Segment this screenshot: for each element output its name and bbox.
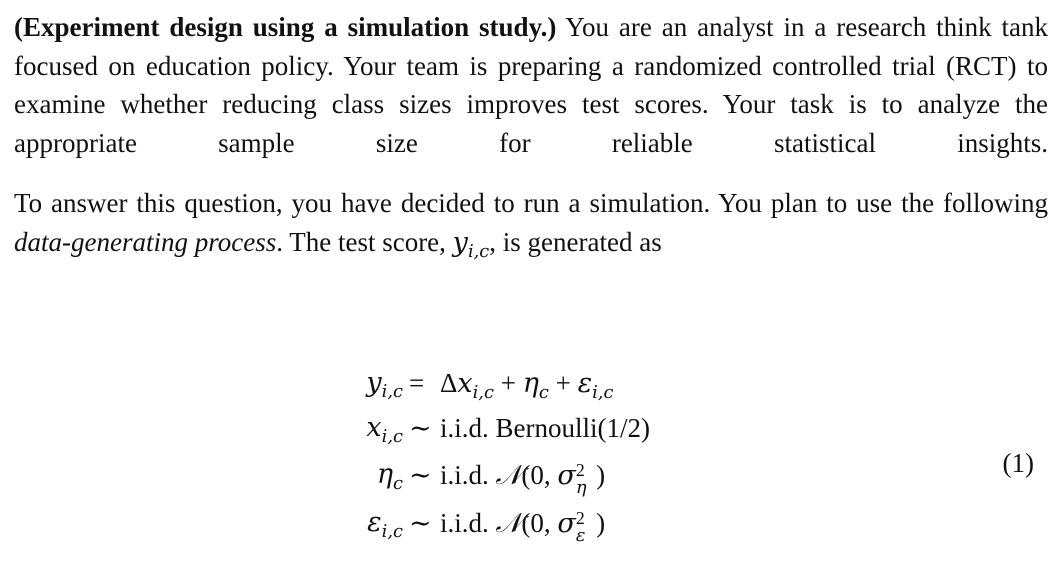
equation-relation-tilde: ∼ [409,508,432,538]
problem-statement-paragraph [14,8,1048,162]
simulation-text-c: , is generated as [489,226,662,257]
equation-number: (1) [1002,448,1034,478]
problem-heading: (Experiment design using a simulation study.) [14,12,557,42]
test-score-symbol: $y_{i,c}$ [452,226,490,262]
equation-lhs-epsilon: $\varepsilon_{i,c}$ [367,507,403,543]
equation-rhs-cluster-effect: i.i.d. 𝒩(0, σ 2 η ) [440,460,606,499]
equation-row-treatment [0,405,1034,451]
equation-relation-tilde: ∼ [409,413,432,443]
equation-rhs-outcome: $\Delta x_{i,c} + \eta_c + \varepsilon_{i,c}$ [440,368,614,404]
equation-lhs-y: $y_{i,c}$ [366,367,403,403]
equation-rhs-error: i.i.d. 𝒩(0, σ 2 ε ) [440,508,606,547]
document-page [14,8,1048,262]
simulation-text-b: . The test score, [276,226,453,257]
data-generating-process-term: data-generating process [14,226,277,257]
simulation-paragraph [14,184,1048,262]
equation-lhs-x: $x_{i,c}$ [366,412,403,448]
equation-relation-equals: = [409,368,425,398]
simulation-text-a: To answer this question, you have decided to run a simulation. You plan to use the following [14,188,1048,218]
equation-lhs-eta: $\eta_c$ [376,459,403,495]
equation-relation-tilde: ∼ [409,460,432,490]
equation-rhs-treatment: i.i.d. Bernoulli(1/2) [440,413,650,443]
equation-row-error [0,500,1034,546]
problem-description: You are an analyst in a research think tank focused on education policy. Your team is preparing a randomized controlled trial (RCT) to examine whether reducing class sizes improves test scores. Your task is to analyze the appropriate sample size for reliable statistical insights. [14,12,1048,158]
equation-block [0,360,1034,580]
equation-row-cluster-effect [0,452,1034,498]
equation-row-outcome [0,360,1034,406]
